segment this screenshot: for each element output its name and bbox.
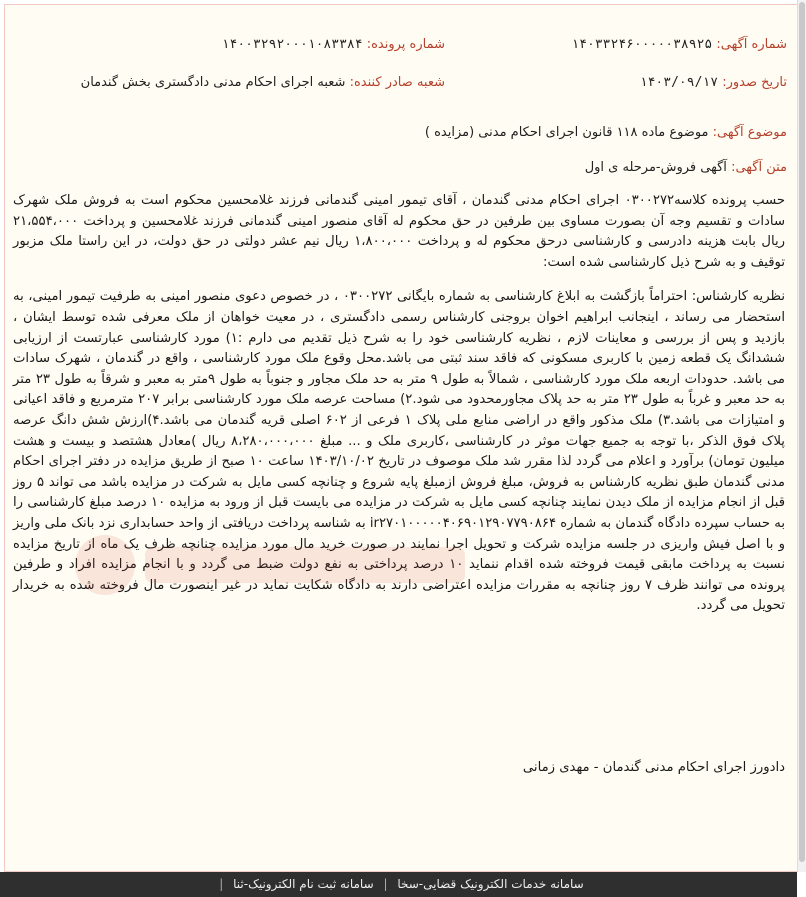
notice-subject xyxy=(425,125,787,140)
footer-separator-end: | xyxy=(219,877,224,891)
notice-number xyxy=(571,37,787,52)
case-number-label: شماره پرونده: xyxy=(366,37,445,52)
footer-link-sana[interactable]: سامانه ثبت نام الکترونیک-ثنا xyxy=(233,877,374,891)
footer-bar xyxy=(0,872,797,897)
paragraph-case-summary: حسب پرونده کلاسه۰۳۰۰۲۷۲ اجرای احکام مدنی گندمان ، آقای تیمور امینی گندمانی فرزند غلامحسین محکوم است به فروش ملک شهرک سادات و تقسیم وجه آن بصورت مساوی بین طرفین در حق محکوم له آقای منصور امینی گندمانی فرزند غلامحسین و پرداخت ۲۱،۵۵۴،۰۰۰ ریال بابت هزینه دادرسی و کارشناسی درحق محکوم له و پرداخت ۱،۸۰۰،۰۰۰ ریال نیم عشر دولتی در حق دولت، در این راستا ملک مزبور توقیف و به شرح ذیل کارشناسی شده است: xyxy=(13,193,785,270)
issue-date xyxy=(640,75,787,90)
case-number-value: ۱۴۰۰۳۲۹۲۰۰۰۱۰۸۳۳۸۴ xyxy=(221,37,363,52)
subject-label: موضوع آگهی: xyxy=(712,125,787,140)
case-number xyxy=(222,37,445,52)
footer-link-sakha[interactable]: سامانه خدمات الکترونیک قضایی-سخا xyxy=(397,877,584,891)
notice-body xyxy=(13,191,785,617)
text-title: آگهی فروش-مرحله ی اول xyxy=(584,160,727,175)
footer-separator: | xyxy=(383,877,388,891)
text-label: متن آگهی: xyxy=(731,160,787,175)
scrollbar-thumb[interactable] xyxy=(799,2,805,862)
subject-value: موضوع ماده ۱۱۸ قانون اجرای احکام مدنی (مزایده ) xyxy=(424,125,709,140)
signature: دادورز اجرای احکام مدنی گندمان - مهدی زمانی xyxy=(522,760,785,775)
notice-number-label: شماره آگهی: xyxy=(716,37,787,52)
issuer-label: شعبه صادر کننده: xyxy=(349,75,445,90)
issuer-value: شعبه اجرای احکام مدنی دادگستری بخش گندمان xyxy=(80,75,346,90)
issue-date-value: ۱۴۰۳/۰۹/۱۷ xyxy=(639,75,719,90)
issuer xyxy=(81,75,445,90)
notice-text-heading xyxy=(585,160,787,175)
paragraph-expert-opinion: نظریه کارشناس: احتراماً بازگشت به ابلاغ کارشناسی به شماره بایگانی ۰۳۰۰۲۷۲ ، در خصوص دعوی منصور امینی به طرفیت تیمور امینی، به استحضار می رساند ، اینجانب ابراهیم اخوان بروجنی کارشناس رسمی دادگستری ، در معیت خواهان از ملک معرفی شده توسط ایشان ، بازدید و پس از بررسی و معاینات لازم ، نظریه کارشناسی خود را به شرح ذیل تقدیم می دارم :۱) مورد کارشناسی عبارتست از ارزیابی ششدانگ یک قطعه زمین با کاربری مسکونی که فاقد سند ثبتی می باشد.محل وقوع ملک مورد کارشناسی ، واقع در گندمان ، شهرک سادات می باشد. حدودات اربعه ملک مورد کارشناسی ، شمالاً به طول ۹ متر به حد ملک مجاور و جنوباً به طول ۹متر به معبر و شرقاً به طول ۲۳ متر به حد معبر و غرباً به طول ۲۳ متر به حد پلاک مجاورمحدود می شود.۲) مساحت عرصه ملک مورد کارشناسی برابر ۲۰۷ مترمربع و فاقد اعیانی و امتیازات می باشد.۳) ملک مذکور واقع در اراضی منابع ملی پلاک ۱ فرعی از ۶۰۲ اصلی قریه گندمان می باشد.۴)ارزش شش دانگ عرصه پلاک فوق الذکر ،با توجه به جمیع جهات موثر در کارشناسی ،کاربری ملک و ... مبلغ ۸،۲۸۰،۰۰۰،۰۰۰ ریال )معادل هشتصد و بیست و هشت میلیون تومان) برآورد و اعلام می گردد لذا مقرر شد ملک موصوف در تاریخ ۱۴۰۳/۱۰/۰۲ ساعت ۱۰ صبح از طریق مزایده در دفتر اجرای احکام مدنی گندمان طبق نظریه کارشناس به فروش، مبلغ فروش ازمبلغ پایه شروع و چنانچه کسی مایل به شرکت در مزایده باشد می تواند ۵ روز قبل از انجام مزایده از ملک دیدن نمایند چنانچه کسی مایل به شرکت در مزایده می بایست قبل از ورود به مزایده ۱۰ درصد مبلغ کارشناسی را به حساب سپرده دادگاه گندمان به شماره ir۲۷۰۱۰۰۰۰۰۴۰۶۹۰۱۲۹۰۷۷۹۰۸۶۴ به شناسه پرداخت دریافتی از واحد حسابداری نزد بانک ملی واریز و با اصل فیش واریزی در جلسه مزایده شرکت و تحویل اجرا نمایند در صورت خرید مال مورد مزایده چنانچه ظرف یک ماه از تاریخ مزایده نسبت به پرداخت مابقی قیمت فروخته شده اقدام ننماید ۱۰ درصد پرداختی به نفع دولت ضبط می گردد و با انجام مزایده افراد و طرفین پرونده می توانند ظرف ۷ روز چنانچه به مقررات مزایده اعتراضی دارند به دادگاه شکایت نماید در غیر اینصورت مال فروخته شده به خریدار تحویل می گردد. xyxy=(13,289,786,614)
vertical-scrollbar[interactable] xyxy=(797,0,806,872)
notice-panel xyxy=(4,4,800,872)
notice-number-value: ۱۴۰۳۳۲۴۶۰۰۰۰۰۳۸۹۲۵ xyxy=(571,37,713,52)
issue-date-label: تاریخ صدور: xyxy=(722,75,787,90)
